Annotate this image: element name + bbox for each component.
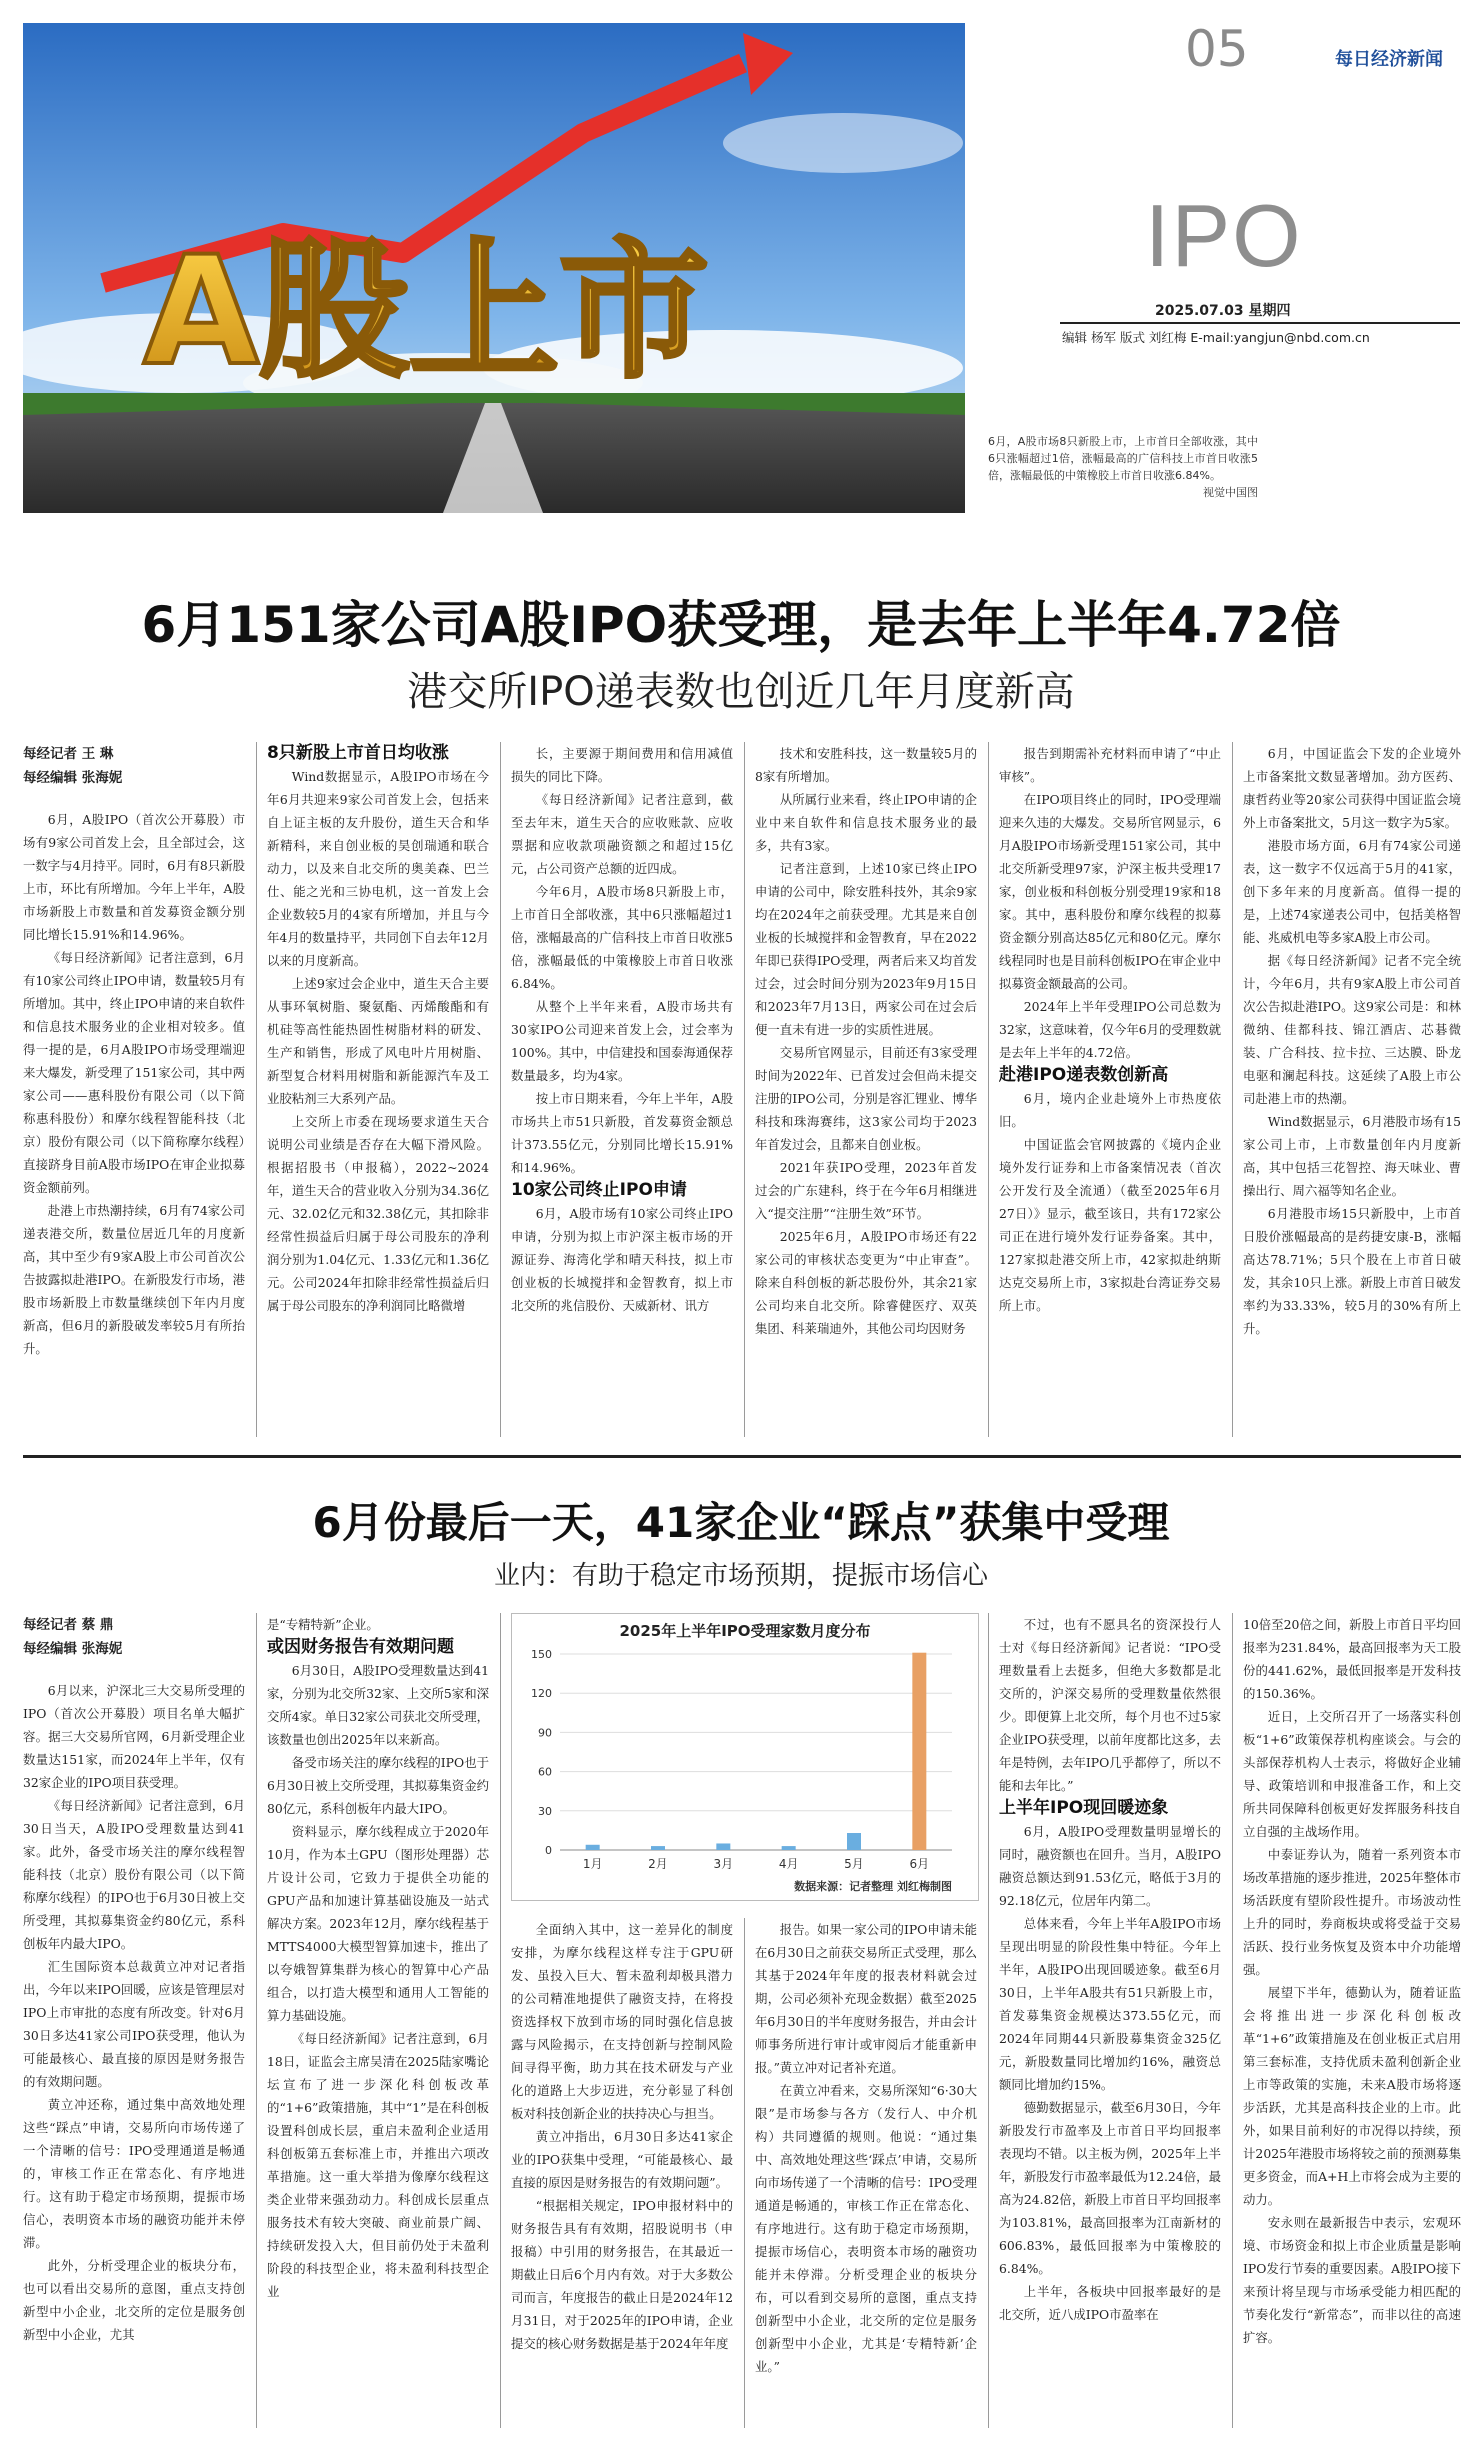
chart-x-axis	[583, 1857, 929, 1871]
paragraph: 汇生国际资本总裁黄立冲对记者指出，今年以来IPO回暖，应该是管理层对IPO上市审批的态度有所改变。针对6月30日多达41家公司IPO获受理，他认为可能最核心、最直接的原因是财务报告的有效期问题。	[23, 1959, 245, 2089]
article2-col2	[267, 1613, 489, 2428]
x-tick-label: 4月	[778, 1857, 799, 1871]
subhead-report-validity: 或因财务报告有效期问题	[267, 1637, 454, 1657]
paper-name: 每日经济新闻	[1335, 49, 1443, 70]
editor-line: 编辑 杨军 版式 刘红梅 E-mail:yangjun@nbd.com.cn	[1062, 330, 1370, 345]
column-divider	[256, 1613, 257, 2428]
paragraph: 中国证监会官网披露的《境内企业境外发行证券和上市备案情况表（首次公开发行及全流通）（截至2025年6月27日）》显示，截至该日，共有172家公司正在进行境外发行证券备案。其中，127家拟赴港交所上市，42家拟赴纳斯达克交易所上市，3家拟赴台湾证券交易所上市。	[999, 1137, 1221, 1313]
article1-col2	[267, 742, 489, 1442]
paragraph: 在IPO项目终止的同时，IPO受理端迎来久违的大爆发。交易所官网显示，6月A股IPO市场新受理151家公司，其中北交所新受理97家，沪深主板共受理17家，创业板和科创板分别受理19家和18家。其中，惠科股份和摩尔线程的拟募资金额分别高达85亿元和80亿元。摩尔线程同时也是目前科创板IPO在审企业中拟募资金额最高的公司。	[999, 792, 1221, 991]
caption-text: 6月，A股市场8只新股上市，上市首日全部收涨，其中6只涨幅超过1倍，涨幅最高的广信科技上市首日收涨5倍，涨幅最低的中策橡胶上市首日收涨6.84%。	[988, 435, 1258, 482]
photo-credit: 视觉中国图	[1203, 486, 1258, 499]
paragraph: 6月以来，沪深北三大交易所受理的IPO（首次公开募股）项目名单大幅扩容。据三大交易所官网，6月新受理企业数量达151家，而2024年上半年，仅有32家企业的IPO项目获受理。	[23, 1683, 245, 1790]
paragraph: 6月，境内企业赴境外上市热度依旧。	[999, 1091, 1221, 1129]
y-tick-label: 120	[531, 1687, 552, 1701]
paragraph: 资料显示，摩尔线程成立于2020年10月，作为本土GPU（图形处理器）芯片设计公司，它致力于提供全功能的GPU产品和加速计算基础设施及一站式解决方案。2023年12月，摩尔线程基于MTTS4000大模型智算加速卡，推出了以夸娥智算集群为核心的智算中心产品组合，以打造大模型和通用人工智能的算力基础设施。	[267, 1824, 489, 2023]
paragraph: 2024年上半年受理IPO公司总数为32家，这意味着，仅今年6月的受理数就是去年上半年的4.72倍。	[999, 999, 1221, 1060]
y-tick-label: 0	[545, 1844, 552, 1857]
column-divider	[988, 1613, 989, 2428]
paragraph: 技术和安胜科技，这一数量较5月的8家有所增加。	[755, 746, 977, 784]
x-tick-label: 3月	[713, 1857, 734, 1871]
column-divider	[988, 742, 989, 1437]
subhead-hk-filings: 赴港IPO递表数创新高	[999, 1065, 1169, 1085]
paragraph: 备受市场关注的摩尔线程的IPO也于6月30日被上交所受理，其拟募集资金约80亿元，系科创板年内最大IPO。	[267, 1755, 489, 1816]
subhead-recovery: 上半年IPO现回暖迹象	[999, 1798, 1169, 1818]
article1-col6	[1243, 742, 1461, 1442]
paragraph: 6月，A股市场有10家公司终止IPO申请，分别为拟上市沪深主板市场的开源证券、海湾化学和晴天科技，拟上市创业板的长城搅拌和金智教育，拟上市北交所的兆信股份、天威新材、讯方	[511, 1206, 733, 1313]
x-tick-label: 6月	[909, 1857, 930, 1871]
article1-reporter: 每经记者 王 琳	[23, 746, 114, 762]
paragraph: 总体来看，今年上半年A股IPO市场呈现出明显的阶段性集中特征。今年上半年，A股IPO出现回暖迹象。截至6月30日，上半年A股共有51只新股上市，首发募集资金规模达373.55亿元，而2024年同期44只新股募集资金325亿元，新股数量同比增加约16%，融资总额同比增加约15%。	[999, 1916, 1221, 2092]
paragraph: 《每日经济新闻》记者注意到，6月18日，证监会主席吴清在2025陆家嘴论坛宣布了进一步深化科创板改革的“1+6”政策措施，其中“1”是在科创板设置科创成长层，重启未盈利企业适用科创板第五套标准上市，并推出六项改革措施。这一重大举措为像摩尔线程这类企业带来强劲动力。科创成长层重点服务技术有较大突破、商业前景广阔、持续研发投入大，但目前仍处于未盈利阶段的科技型企业，将未盈利科技型企业	[267, 2031, 489, 2299]
paragraph: 6月30日，A股IPO受理数量达到41家，分别为北交所32家、上交所5家和深交所4家。单日32家公司获北交所受理，该数量也创出2025年以来新高。	[267, 1663, 489, 1747]
subhead-8-new-stocks: 8只新股上市首日均收涨	[267, 743, 449, 763]
chart-y-axis	[531, 1648, 552, 1857]
article1-editor: 每经编辑 张海妮	[23, 770, 123, 786]
paragraph: 6月，中国证监会下发的企业境外上市备案批文数显著增加。劲方医药、康哲药业等20家公司获得中国证监会境外上市备案批文，5月这一数字为5家。	[1243, 746, 1461, 830]
paragraph: 是“专精特新”企业。	[267, 1617, 379, 1632]
article1-col5	[999, 742, 1221, 1442]
bar-6月	[912, 1653, 926, 1850]
section-title: IPO	[1145, 186, 1303, 285]
paragraph: 赴港上市热潮持续，6月有74家公司递表港交所，数量位居近几年的月度新高，其中至少有9家A股上市公司首次公告披露拟赴港IPO。在新股发行市场，港股市场新股上市数量继续创下年内月度新高，但6月的新股破发率较5月有所抬升。	[23, 1203, 245, 1356]
paragraph: 黄立冲还称，通过集中高效地处理这些“踩点”申请，交易所向市场传递了一个清晰的信号：IPO受理通道是畅通的，审核工作正在常态化、有序地进行。这有助于稳定市场预期，提振市场信心，表明资本市场的融资功能并未停滞。	[23, 2097, 245, 2250]
paragraph: 中泰证券认为，随着一系列资本市场改革措施的逐步推进，2025年整体市场活跃度有望阶段性提升。市场波动性上升的同时，券商板块或将受益于交易活跃、投行业务恢复及资本中介功能增强。	[1243, 1847, 1461, 1977]
article2-col4	[755, 1918, 977, 2428]
paragraph: 2021年获IPO受理，2023年首发过会的广东建科，终于在今年6月相继进入“提交注册”“注册生效”环节。	[755, 1160, 977, 1221]
x-tick-label: 2月	[648, 1857, 668, 1871]
paragraph: 全面纳入其中，这一差异化的制度安排，为摩尔线程这样专注于GPU研发、虽投入巨大、暂未盈利却极具潜力的公司精准地提供了融资支持，在将投资选择权下放到市场的同时强化信息披露与风险揭示，在支持创新与控制风险间寻得平衡，助力其在技术研发与产业化的道路上大步迈进，充分彰显了科创板对科技创新企业的扶持决心与担当。	[511, 1922, 733, 2121]
paragraph: 《每日经济新闻》记者注意到，6月30日当天，A股IPO受理数量达到41家。此外，备受市场关注的摩尔线程智能科技（北京）股份有限公司（以下简称摩尔线程）的IPO也于6月30日被上交所受理，其拟募集资金约80亿元，系科创板年内最大IPO。	[23, 1798, 245, 1951]
paragraph: 上述9家过会企业中，道生天合主要从事环氧树脂、聚氨酯、丙烯酸酯和有机硅等高性能热固性树脂材料的研发、生产和销售，形成了风电叶片用树脂、新型复合材料用树脂和新能源汽车及工业胶粘剂三大系列产品。	[267, 976, 489, 1106]
paragraph: 展望下半年，德勤认为，随着证监会将推出进一步深化科创板改革“1+6”政策措施及在创业板正式启用第三套标准，支持优质未盈利创新企业上市等政策的实施，未来A股市场将逐步活跃，尤其是高科技企业的上市。此外，如果目前利好的市况得以持续，预计2025年港股市场将较之前的预测募集更多资金，而A+H上市将会成为主要的动力。	[1243, 1985, 1461, 2207]
bar-3月	[716, 1843, 730, 1850]
paragraph: 德勤数据显示，截至6月30日，今年新股发行市盈率及上市首日平均回报率表现均不错。以主板为例，2025年上半年，新股发行市盈率最低为12.24倍，最高为24.82倍，新股上市首日平均回报率为103.81%，最高回报率为江南新材的606.83%，最低回报率为中策橡胶的6.84%。	[999, 2100, 1221, 2276]
paragraph: 10倍至20倍之间，新股上市首日平均回报率为231.84%，最高回报率为天工股份的441.62%，最低回报率是开发科技的150.36%。	[1243, 1617, 1461, 1701]
paragraph: 报告到期需补充材料而申请了“中止审核”。	[999, 746, 1221, 784]
masthead-rule	[1060, 322, 1460, 324]
article2-editor: 每经编辑 张海妮	[23, 1641, 123, 1657]
article2-col3	[511, 1918, 733, 2428]
paragraph: 2025年6月，A股IPO市场还有22家公司的审核状态变更为“中止审查”。除来自科创板的新芯股份外，其余21家公司均来自北交所。除睿健医疗、双英集团、科莱瑞迪外，其他公司均因财务	[755, 1229, 977, 1336]
bar-2月	[651, 1846, 665, 1850]
y-tick-label: 90	[538, 1726, 552, 1740]
bar-4月	[782, 1846, 796, 1850]
article-separator	[23, 1455, 1461, 1458]
paragraph: “根据相关规定，IPO申报材料中的财务报告具有有效期，招股说明书（申报稿）中引用的财务报告，在其最近一期截止日后6个月内有效。对于大多数公司而言，年度报告的截止日是2024年12月31日，对于2025年的IPO申请，企业提交的核心财务数据是基于2024年年度	[511, 2198, 733, 2351]
paragraph: 不过，也有不愿具名的资深投行人士对《每日经济新闻》记者说：“IPO受理数量看上去挺多，但绝大多数都是北交所的，沪深交易所的受理数量依然很少。即便算上北交所，每个月也不过5家企业IPO获受理，以前年度都比这多，去年是特例，去年IPO几乎都停了，所以不能和去年比。”	[999, 1617, 1221, 1793]
article2-col6	[1243, 1613, 1461, 2428]
column-divider	[256, 742, 257, 1437]
issue-date: 2025.07.03 星期四	[1155, 303, 1291, 319]
article1-headline: 6月151家公司A股IPO获受理，是去年上半年4.72倍	[141, 596, 1341, 654]
paragraph: 6月港股市场15只新股中，上市首日股价涨幅最高的是药捷安康-B，涨幅高达78.71%；5只个股在上市首日破发，其余10只上涨。新股上市首日破发率约为33.33%，较5月的30%有所上升。	[1243, 1206, 1461, 1336]
hero-big-text: A股上市	[143, 225, 710, 399]
paragraph: 据《每日经济新闻》记者不完全统计，今年6月，共有9家A股上市公司首次公告拟赴港IPO。这9家公司是：和林微纳、佳都科技、锦江酒店、芯碁微装、广合科技、拉卡拉、三达膜、卧龙电驱和澜起科技。这延续了A股上市公司赴港上市的热潮。	[1243, 953, 1461, 1106]
ipo-chart	[511, 1613, 979, 1901]
paragraph: 上交所上市委在现场要求道生天合说明公司业绩是否存在大幅下滑风险。根据招股书（申报稿），2022~2024年，道生天合的营业收入分别为34.36亿元、32.02亿元和32.38亿元，其扣除非经常性损益后归属于母公司股东的净利润分别为1.04亿元、1.33亿元和1.36亿元。公司2024年扣除非经常性损益后归属于母公司股东的净利润同比略微增	[267, 1114, 489, 1313]
paragraph: 报告。如果一家公司的IPO申请未能在6月30日之前获交易所正式受理，那么其基于2024年年度的报表材料就会过期，公司必须补充现金数据）截至2025年6月30日的半年度财务报告，并由会计师事务所进行审计或审阅后才能重新申报。”黄立冲对记者补充道。	[755, 1922, 977, 2075]
article2-col5	[999, 1613, 1221, 2428]
x-tick-label: 1月	[582, 1857, 603, 1871]
subhead-10-terminated: 10家公司终止IPO申请	[511, 1180, 687, 1200]
column-divider	[1232, 742, 1233, 1437]
paragraph: 记者注意到，上述10家已终止IPO申请的公司中，除安胜科技外，其余9家均在2024年之前获受理。尤其是来自创业板的长城搅拌和金智教育，早在2022年即已获得IPO受理，两者后来又均首发过会，过会时间分别为2023年9月15日和2023年7月13日，两家公司在过会后便一直未有进一步的实质性进展。	[755, 861, 977, 1037]
chart-grid	[560, 1654, 952, 1850]
paragraph: 在黄立冲看来，交易所深知“6·30大限”是市场参与各方（发行人、中介机构）共同遵循的规则。他说：“通过集中、高效地处理这些‘踩点’申请，交易所向市场传递了一个清晰的信号：IPO受理通道是畅通的，审核工作正在常态化、有序地进行。这有助于稳定市场预期，提振市场信心，表明资本市场的融资功能并未停滞。分析受理企业的板块分布，可以看到交易所的意图，重点支持创新型中小企业，北交所的定位是服务创新型中小企业，尤其是‘专精特新’企业。”	[755, 2083, 977, 2374]
page-number: 05	[1185, 20, 1249, 78]
chart-source: 数据来源：记者整理 刘红梅制图	[794, 1880, 952, 1893]
paragraph: 6月，A股IPO受理数量明显增长的同时，融资额也在回升。当月，A股IPO融资总额达到91.53亿元，略低于3月的92.18亿元，位居年内第二。	[999, 1824, 1221, 1908]
chart-title: 2025年上半年IPO受理家数月度分布	[619, 1622, 871, 1640]
hero-illustration	[23, 23, 965, 513]
article2-subheadline: 业内：有助于稳定市场预期，提振市场信心	[493, 1561, 988, 1591]
paragraph: 近日，上交所召开了一场落实科创板“1+6”政策保荐机构座谈会。与会的头部保荐机构人士表示，将做好企业辅导、政策培训和申报准备工作，和上交所共同保障科创板更好发挥服务科技自立自强的主战场作用。	[1243, 1709, 1461, 1839]
paragraph: 按上市日期来看，今年上半年，A股市场共上市51只新股，首发募资金额总计373.55亿元，分别同比增长15.91%和14.96%。	[511, 1091, 733, 1175]
paragraph: 安永则在最新报告中表示，宏观环境、市场资金和拟上市企业质量是影响IPO发行节奏的重要因素。A股IPO接下来预计将呈现与市场承受能力相匹配的节奏化发行“新常态”，而非以往的高速扩容。	[1243, 2215, 1461, 2345]
bar-1月	[586, 1845, 600, 1850]
paragraph: 6月，A股IPO（首次公开募股）市场有9家公司首发上会，且全部过会，这一数字与4月持平。同时，6月有8只新股上市，环比有所增加。今年上半年，A股市场新股上市数量和首发募资金额分别同比增长15.91%和14.96%。	[23, 812, 245, 942]
article1-col3	[511, 742, 733, 1442]
article1-col4	[755, 742, 977, 1442]
bar-5月	[847, 1833, 861, 1850]
column-divider	[1232, 1613, 1233, 2428]
column-divider	[744, 742, 745, 1437]
paragraph: 《每日经济新闻》记者注意到，6月有10家公司终止IPO申请，数量较5月有所增加。其中，终止IPO申请的来自软件和信息技术服务业的企业相对较多。值得一提的是，6月A股IPO市场受理端迎来大爆发，新受理了151家公司，其中两家公司——惠科股份有限公司（以下简称惠科股份）和摩尔线程智能科技（北京）股份有限公司（以下简称摩尔线程）直接跻身目前A股市场IPO在审企业拟募资金额前列。	[23, 950, 245, 1195]
article2-col1	[23, 1613, 245, 2428]
hero-image	[23, 23, 965, 513]
paragraph: 港股市场方面，6月有74家公司递表，这一数字不仅远高于5月的41家，创下多年来的月度新高。值得一提的是，上述74家递表公司中，包括美格智能、兆威机电等多家A股上市公司。	[1243, 838, 1461, 945]
chart-bars	[586, 1653, 927, 1850]
paragraph: 从整个上半年来看，A股市场共有30家IPO公司迎来首发上会，过会率为100%。其中，中信建投和国泰海通保荐数量最多，均为4家。	[511, 999, 733, 1083]
paragraph: 黄立冲指出，6月30日多达41家企业的IPO获集中受理，“可能最核心、最直接的原因是财务报告的有效期问题”。	[511, 2129, 733, 2190]
article2-headline: 6月份最后一天，41家企业“踩点”获集中受理	[312, 1498, 1170, 1547]
column-divider	[500, 1613, 501, 2428]
paragraph: 从所属行业来看，终止IPO申请的企业中来自软件和信息技术服务业的最多，共有3家。	[755, 792, 977, 853]
ipo-bar-chart	[512, 1614, 978, 1900]
x-tick-label: 5月	[844, 1857, 864, 1871]
paragraph: Wind数据显示，6月港股市场有15家公司上市，上市数量创年内月度新高，其中包括三花智控、海天味业、曹操出行、周六福等知名企业。	[1243, 1114, 1461, 1198]
paragraph: 此外，分析受理企业的板块分布，也可以看出交易所的意图，重点支持创新型中小企业，北交所的定位是服务创新型中小企业，尤其	[23, 2258, 245, 2342]
y-tick-label: 30	[538, 1804, 552, 1818]
paragraph: 交易所官网显示，目前还有3家受理时间为2022年、已首发过会但尚未提交注册的IPO公司，分别是容汇锂业、博华科技和珠海赛纬，这3家公司均于2023年首发过会，且都来自创业板。	[755, 1045, 977, 1152]
paragraph: 长，主要源于期间费用和信用减值损失的同比下降。	[511, 746, 733, 784]
column-divider	[500, 742, 501, 1437]
article2-reporter: 每经记者 蔡 鼎	[23, 1617, 114, 1633]
paragraph: 上半年，各板块中回报率最好的是北交所，近八成IPO市盈率在	[999, 2284, 1221, 2322]
paragraph: 《每日经济新闻》记者注意到，截至去年末，道生天合的应收账款、应收票据和应收款项融资额之和超过15亿元，占公司资产总额的近四成。	[511, 792, 733, 876]
paragraph: Wind数据显示，A股IPO市场在今年6月共迎来9家公司首发上会，包括来自上证主板的友升股份，道生天合和华新精科，来自创业板的昊创瑞通和联合动力，以及来自北交所的奥美森、巴兰仕、能之光和三协电机，这一首发上会企业数较5月的4家有所增加，并且与今年4月的数量持平，共同创下自去年12月以来的月度新高。	[267, 769, 489, 968]
hero-caption	[988, 433, 1258, 501]
article1-subheadline: 港交所IPO递表数也创近几年月度新高	[407, 669, 1075, 715]
article1-col1	[23, 742, 245, 1442]
column-divider	[744, 1918, 745, 2428]
paragraph: 今年6月，A股市场8只新股上市，上市首日全部收涨，其中6只涨幅超过1倍，涨幅最高的广信科技上市首日收涨5倍，涨幅最低的中策橡胶上市首日收涨6.84%。	[511, 884, 733, 991]
y-tick-label: 60	[538, 1765, 552, 1779]
y-tick-label: 150	[531, 1648, 552, 1661]
